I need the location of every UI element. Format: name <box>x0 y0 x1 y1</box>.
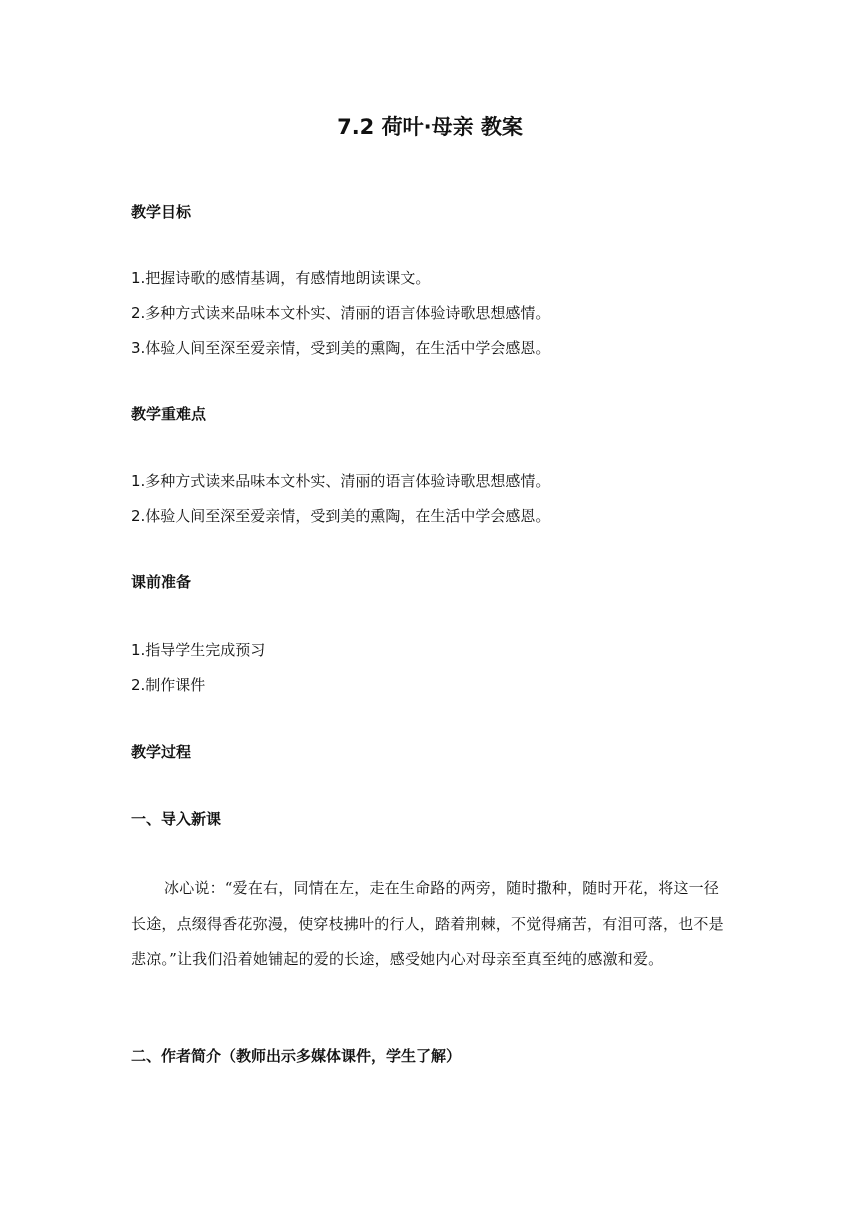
page-title: 7.2 荷叶·母亲 教案 <box>337 115 523 139</box>
objective-item: 2.多种方式读来品味本文朴实、清丽的语言体验诗歌思想感情。 <box>131 304 551 322</box>
section-heading-introduction: 一、导入新课 <box>131 810 222 828</box>
key-point-item: 2.体验人间至深至爱亲情，受到美的熏陶，在生活中学会感恩。 <box>131 507 551 525</box>
preparation-item: 2.制作课件 <box>131 676 206 694</box>
section-heading-process: 教学过程 <box>131 743 192 761</box>
section-heading-key-points: 教学重难点 <box>131 405 207 423</box>
objective-item: 3.体验人间至深至爱亲情，受到美的熏陶，在生活中学会感恩。 <box>131 339 551 357</box>
key-point-item: 1.多种方式读来品味本文朴实、清丽的语言体验诗歌思想感情。 <box>131 472 551 490</box>
preparation-item: 1.指导学生完成预习 <box>131 641 266 659</box>
section-heading-preparation: 课前准备 <box>131 573 192 591</box>
introduction-paragraph: 冰心说：“爱在右，同情在左，走在生命路的两旁，随时撒种，随时开花，将这一径长途，点缀得香花弥漫，使穿枝拂叶的行人，踏着荆棘，不觉得痛苦，有泪可落，也不是悲凉。”让我们沿着她铺起的爱的长途，感受她内心对母亲至真至纯的感激和爱。 <box>131 879 724 968</box>
section-heading-objectives: 教学目标 <box>131 203 192 221</box>
section-heading-author: 二、作者简介（教师出示多媒体课件，学生了解） <box>131 1047 462 1065</box>
objective-item: 1.把握诗歌的感情基调，有感情地朗读课文。 <box>131 269 431 287</box>
